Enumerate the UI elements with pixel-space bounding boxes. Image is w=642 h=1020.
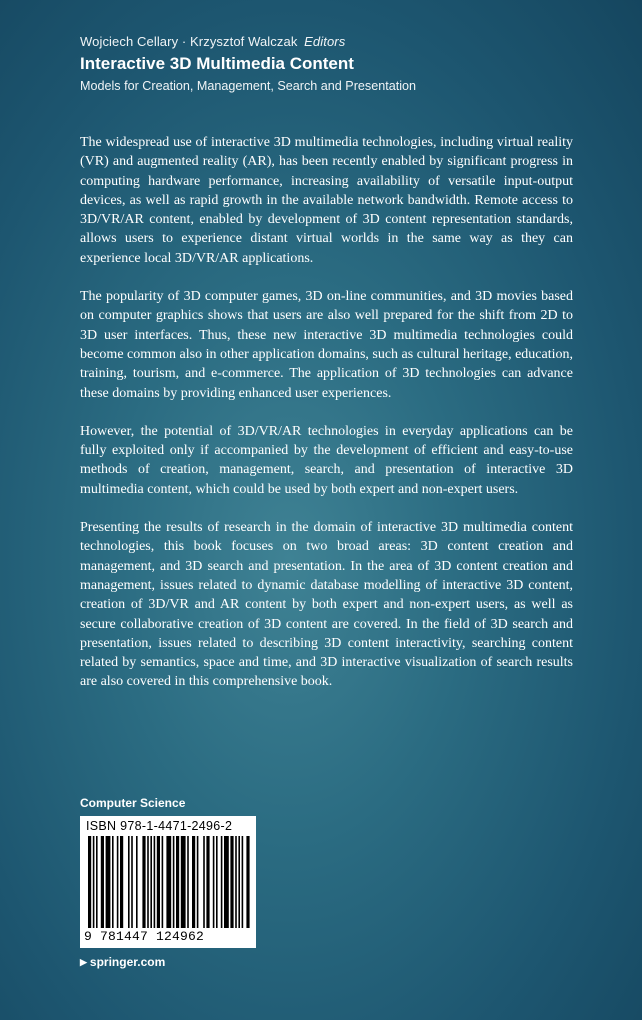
isbn-barcode bbox=[80, 816, 256, 948]
isbn-label: ISBN 978-1-4471-2496-2 bbox=[86, 819, 233, 833]
barcode-bar bbox=[147, 836, 149, 928]
barcode-bar bbox=[206, 836, 209, 928]
barcode-bar bbox=[166, 836, 171, 928]
blurb-paragraph: However, the potential of 3D/VR/AR technologies in everyday applications can be fully exploited only if accompanied by the development of efficient and easy-to-use methods of creation, management, search, and presentation of interactive 3D multimedia content, which could be used by both expert and non-expert users. bbox=[80, 423, 573, 497]
blurb-paragraph: The popularity of 3D computer games, 3D on-line communities, and 3D movies based on computer graphics shows that users are also well prepared for the shift from 2D to 3D user interfaces. Thus, these new interactive 3D multimedia technologies could become common also in other application domains, such as cultural heritage, education, training, tourism, and e-commerce. The application of 3D technologies can advance these domains by providing enhanced user experiences. bbox=[80, 289, 573, 401]
barcode-bar bbox=[224, 836, 229, 928]
editors-line bbox=[80, 34, 580, 49]
publisher-website[interactable] bbox=[80, 955, 165, 969]
barcode-bar bbox=[128, 836, 130, 928]
barcode-bar bbox=[101, 836, 104, 928]
barcode-bar bbox=[96, 836, 98, 928]
barcode-bar bbox=[112, 836, 114, 928]
barcode-bar bbox=[238, 836, 240, 928]
barcode-bar bbox=[142, 836, 145, 928]
book-title: Interactive 3D Multimedia Content bbox=[80, 54, 354, 73]
barcode-bar bbox=[192, 836, 195, 928]
barcode-bar bbox=[213, 836, 215, 928]
barcode-bar bbox=[187, 836, 189, 928]
barcode-bar bbox=[221, 836, 223, 928]
back-cover-blurb bbox=[80, 133, 573, 711]
barcode-bar bbox=[181, 836, 186, 928]
barcode-bar bbox=[203, 836, 205, 928]
barcode-bar bbox=[242, 836, 244, 928]
barcode-bar bbox=[216, 836, 218, 928]
barcode-bar bbox=[150, 836, 152, 928]
editors-role: Editors bbox=[304, 34, 346, 49]
barcode-bar bbox=[154, 836, 156, 928]
barcode-bar bbox=[173, 836, 175, 928]
barcode-bar bbox=[136, 836, 138, 928]
barcode-icon bbox=[84, 836, 252, 928]
barcode-bar bbox=[157, 836, 160, 928]
book-subtitle: Models for Creation, Management, Search and Presentation bbox=[80, 79, 417, 93]
barcode-bar bbox=[93, 836, 95, 928]
barcode-bar bbox=[131, 836, 133, 928]
blurb-paragraph: The widespread use of interactive 3D multimedia technologies, including virtual reality (VR) and augmented reality (AR), has been recently enabled by significant progress in computing hardware performance, increasing availability of versatile input-output devices, as well as rapid growth in the available network bandwidth. Remote access to 3D/VR/AR content, enabled by development of 3D content representation standards, allows users to experience distant virtual worlds in the same way as they can experience local 3D/VR/AR applications. bbox=[80, 135, 573, 266]
website-label: springer.com bbox=[89, 955, 166, 969]
barcode-bar bbox=[106, 836, 111, 928]
barcode-bar bbox=[120, 836, 123, 928]
barcode-bar bbox=[230, 836, 233, 928]
barcode-bar bbox=[176, 836, 179, 928]
barcode-bar bbox=[117, 836, 119, 928]
barcode-bar bbox=[88, 836, 91, 928]
barcode-digits: 9 781447 124962 bbox=[84, 929, 205, 944]
barcode-bar bbox=[235, 836, 237, 928]
barcode-bar bbox=[246, 836, 249, 928]
blurb-paragraph: Presenting the results of research in the domain of interactive 3D multimedia content technologies, this book focuses on two broad areas: 3D content creation and management, and 3D search and presentation. In the area of 3D content creation and management, issues related to dynamic database modelling of interactive 3D content, creation of 3D/VR and AR content by both expert and non-expert users, as well as secure collaborative creation of 3D content are covered. In the field of 3D search and presentation, issues related to describing 3D content interactivity, searching content related by semantics, space and time, and 3D interactive visualization of search results are also covered in this comprehensive book. bbox=[80, 520, 573, 690]
cover-header bbox=[80, 34, 580, 93]
subject-category: Computer Science bbox=[80, 796, 186, 810]
barcode-bar bbox=[197, 836, 199, 928]
editors-names: Wojciech Cellary · Krzysztof Walczak bbox=[80, 34, 298, 49]
triangle-right-icon: ▶ bbox=[80, 957, 87, 967]
barcode-bar bbox=[162, 836, 164, 928]
